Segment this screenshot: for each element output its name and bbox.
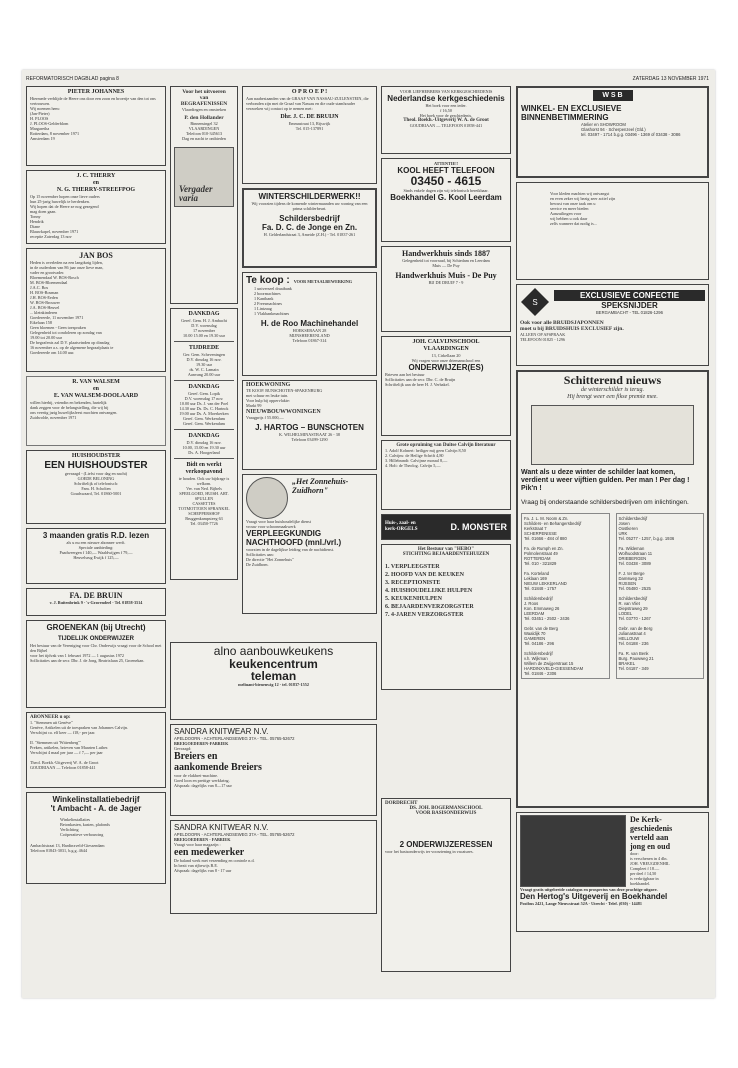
- column-2: [170, 86, 238, 584]
- ad-title: DS. JOH. BOGERMANSCHOOL VOOR BASISONDERWIJS: [409, 806, 483, 816]
- ad-text: Ook voor alle BRUIDSJAPONNEN moet u bij BRUIDSHUIS EXCLUSIEF zijn.: [520, 320, 624, 332]
- ad-te-koop: [242, 272, 377, 376]
- ad-calvijn-literatuur: [381, 440, 511, 510]
- ad-headline: Breiers en aankomende Breiers: [174, 751, 262, 773]
- ad-title: Voor het uitvoeren van BEGRAFENISSEN: [180, 89, 228, 107]
- ad-title: „Het Zonnehuis- Zuidhorn": [292, 477, 349, 495]
- ad-top: VOOR LIEFHEBBERS VAN KERKGESCHIEDENIS: [399, 89, 493, 94]
- ad-company: Theol. Boekh.-Uitgeverij W. A. de Groot: [403, 118, 489, 123]
- logo-text: Vergader varia: [179, 184, 213, 203]
- ad-text: Ger. Gem. Scheveningen D.V. dinsdag 16 nov. 19.30 uur ds. W. C. Lamain Aanvang 20.00 uur: [183, 352, 225, 377]
- ad-title: JAN BOS: [79, 251, 113, 260]
- ad-winterschilder: [516, 370, 709, 808]
- ad-footer: Ambachtstraat 13, Hardinxveld-Giessendam Telefoon 01843-3031, b.g.g. 4644: [30, 843, 105, 853]
- ad-company: H. de Roo Machinehandel: [260, 319, 359, 328]
- ad-title: Huis-, zaal- en kerk-ORGELS: [385, 521, 418, 532]
- book-set-image: [520, 815, 626, 887]
- ad-company: Schildersbedrijf Fa. D. C. de Jonge en Zn.: [261, 214, 358, 232]
- ad-subtitle: de winterschilder is terug. Hij brengt weer een fikse premie mee.: [567, 387, 658, 400]
- ad-text: Vlaardingen en omstreken: [181, 107, 227, 112]
- zonnehuis-seal-icon: [246, 477, 288, 519]
- ad-zonnehuis: [242, 474, 377, 614]
- ad-text: Voor kleden machten wij ontvangst en even zeker wij bezig zeer actief zijn bewust van onze taak om u service en meer bieden Aanzuilingen voor wij hebben u ook daar zelfs wanneer dat nodig is...: [550, 191, 616, 226]
- ad-text: als u nu een nieuwe abonnee werft. Speciale aanbieding: Paadweergen f 140,— Waaldwijgen f 79,— Heuvelsrug Ewijk f 125,—: [59, 540, 133, 560]
- illustration-image: [531, 405, 694, 465]
- ad-title: J. C. THERRY en N. G. THERRY-STREEFPOG: [56, 173, 136, 193]
- ad-thanks-walsem: [26, 376, 166, 446]
- page-header: [22, 73, 715, 83]
- ad-text: Op 15 november hopen onze lieve ouders hun 25-jarig huwelijk te herdenken. Wij hopen dat de Heere ze nog gezegend mag doen gaan. Tonny Hendrik Diane Blauwkapel, november 1971 receptie Zaterdag 13 nov: [30, 194, 100, 239]
- ad-text: Gelegenheid tot voorraad, bij Schiedam en Leerdam Muis — De Puy: [402, 258, 490, 268]
- ad-title: EEN HUISHOUDSTER: [44, 460, 148, 471]
- ad-title: Winkelinstallatiebedrijf 't Ambacht - A. de Jager: [50, 795, 142, 813]
- ad-kerkgeschiedenis: [381, 86, 511, 154]
- ad-speksnijder: [516, 284, 709, 366]
- ad-address: BERGAMBACHT - TEL 01826-1296: [596, 309, 663, 315]
- ad-text: Sinds enkele dagen zijn wij telefonisch bereikbaar.: [403, 188, 489, 193]
- ad-address: H. Gelderlandstraat 3, Ameide (Z.H.) - Tel. 01837-261: [263, 232, 356, 237]
- ad-text: HOEKSEBAAN 28 MIJNSHEERENLAND Telefoon 01867-314: [289, 328, 330, 343]
- ad-abonneer: [26, 712, 166, 788]
- vergader-varia-logo: [174, 147, 234, 207]
- ad-gratis-rd: [26, 528, 166, 584]
- ad-title: Handwerkhuis sinds 1887: [401, 249, 491, 258]
- ad-text: Binnensingel 32 VLAARDINGEN Telefoon 010-345613 Dag en nacht te ontbieden: [182, 121, 226, 141]
- column-5: [516, 86, 709, 936]
- ad-text: voorzien in de dagelijkse leiding van de nachtdienst. Sollicitaties aan: De directie "Het Zonnehuis" De Zuidhorn.: [246, 547, 334, 567]
- firms-list-left: Fa. J. L. M. Noom & Zn. Schilders- en Behangersbedrijf Kerkstraat 7 SCHERPENISSE Tel. 01666 - 484 of 880 Fa. de Rumph en Zn. Polmolenstraat 49 ROTTERDAM Tel. 010 - 321829 Fa. Korteland Leklaan 169 NIEUW LEKKERLAND Tel. 01848 - 1757 Schildersbedrijf J. Roos Kon. Emmaweg 26 LEERDAM Tel. 03451 - 2502 - 2436 Gebr. van de Berg Waaldijk 70 GAMEREN Tel. 04186 - 296 Schildersbedrijf v.h. Wijkman Willem de Zwijgerstraat 15 HARDINXVELD-GIESSENDAM Tel. 01846 - 2306: [521, 513, 610, 679]
- ad-company: Den Hertog's Uitgeverij en Boekhandel: [520, 892, 668, 901]
- ad-title: 3 maanden gratis R.D. lezen: [42, 531, 150, 540]
- ad-text: Vraagprijs f 55.000,—: [246, 415, 284, 420]
- ad-title: ABONNEER u op:: [30, 715, 71, 720]
- ad-title: De Kerk- geschiedenis verteld aan jong en oud: [630, 815, 673, 851]
- ad-headline: een medewerker: [174, 847, 245, 858]
- ad-text: ALLEEN OP AFSPRAAK TELEFOON 01825 - 1296: [520, 332, 566, 342]
- ad-title: SANDRA KNITWEAR N.V.: [174, 727, 269, 736]
- ad-text: Geref. Gem. Lopik D.V. woensdag 17 nov. 10.00 uur Ds. J. van der Poel 14.30 uur Ds. Ds. C. Harinck 19.00 uur Ds. A. Moerkerken Geref. Gem. Werkendam Geref. Gem. Werkendam: [179, 391, 229, 426]
- ad-obituary-bos: [26, 248, 166, 372]
- ad-kerkgeschiedenis-boeken: [516, 812, 709, 932]
- ad-birth-pieter: [26, 86, 166, 166]
- ad-text: De baland werk met verzending en controle n.d. In bezit van rijbewijs B.E. Afspraak: dagelijks van 8 - 17 uur: [174, 858, 255, 873]
- ad-text: TE KOOP. BUNSCHOTEN-SPAKENBURG met schuur en leuke tuin. Voor hulp bij oppervlakte: Markt 99: [246, 388, 323, 408]
- ad-title: HOEKWONING: [246, 382, 291, 388]
- ad-text: Atelier en SHOWROOM Glashorst 94 · Scherpenzeel (Gld.) tel. 03497 - 1714 b.g.g. 03496 - 1369 of 03438 - 3086: [581, 122, 681, 137]
- ad-address: APELDOORN - ACHTERLANDSEWEG 37A - TEL. 05765-52672: [174, 736, 295, 741]
- ad-list: 1. VERPLEEGSTER 2. HOOFD VAN DE KEUKEN 3. RECEPTIONISTE 4. HUISHOUDELIJKE HULPEN 5. KEUKENHULPEN 6. BEJAARDENVERZORGSTER 7. 4-JAREN VERZORGSTER: [385, 564, 474, 618]
- ad-list: 1. Adolf Kohnert: heiliger mij geen Calvijn 8,50 2. Calvijns: de Heilige Schrift 4,80 3. Hillebrandt: Calvijnse moraal 8,— 4. Holt: de Theolog. Calvijn 5,—: [385, 448, 466, 468]
- ad-top: DORDRECHT: [385, 801, 418, 806]
- ad-kerkdiensten: [170, 308, 238, 580]
- ad-subtitle: Dhr. J. C. DE BRUIJN: [280, 114, 339, 120]
- ad-subtitle: TIJDELIJK ONDERWIJZER: [58, 636, 134, 642]
- ad-text: Vraagt voor haar huishoudelijke dienst vrouw voor schoonmaakwerk: [246, 519, 311, 529]
- ad-title: JOH. CALVIJNSCHOOL VLAARDINGEN: [412, 339, 480, 352]
- ad-text: Heden is overleden na een langdurig lijden, in de ouderdom van 86 jaar onze lieve man, vader en grootvader. Bloemendaal W. BOS-Bosch M. BOS-Bloemendaal J.A.C. Bos H. BOS-Bosman J.H. BOS-Eeden W. BOS-Brouwer J.A. BOS-Heuvel ... kleinkinderen Goedereede, 11 november 1971 Eikelaan 158 Geen bloemen - Geen toespraken Gelegenheid tot condoleren op zondag van 19.00 tot 20.00 uur De begrafenis zal D.V. plaatsvinden op dinsdag 16 november a.s. op de algemene begraafplaats te Goedereede om 14.00 uur.: [30, 260, 114, 355]
- heading-dankdag: DANKDAG: [188, 384, 220, 390]
- ad-company: J. HARTOG – BUNSCHOTEN: [255, 423, 364, 432]
- ad-text: Hiermede verblijde de Heere ons door een zoon en broertje van den tot ons vertrouwen. Wij noemen hem: (Jan-Pieter) H. PLOOS J. PLOOS-Gelderblom Margaretha Rotterdam, 8 november 1971 Amsterdam 19: [30, 96, 156, 141]
- ad-text: gevraagd - (Liefst voor dag en nacht) GOEDE BELONING Schriftelijk of telefonisch: Fam. H. Scholten Goudswaard, Tel. 01860-5001: [64, 471, 128, 496]
- ad-address: Postbus 2421, Lange Nieuwstraat 52A - Utrecht - Telef. (030) - 14481: [520, 901, 642, 906]
- ad-hoekwoning: [242, 380, 377, 470]
- ad-text: Het bestuur van de Vereniging voor Chr. Onderwijs vraagt voor de School met den Bijbel voor het tijdvak van 1 februari 1972 — 1 augustus 1972 Sollicitaties aan de secr. Dhr. J. de Jong, Beatrixlaan 25, Groenekan.: [30, 643, 162, 663]
- ad-company: Boekhandel G. Kool Leerdam: [390, 193, 502, 202]
- ad-subtitle: VOOR METAALBEWERKING: [293, 279, 353, 284]
- header-left: REFORMATORISCH DAGBLAD pagina 8: [26, 76, 119, 82]
- ad-address: APELDOORN - ACHTERLANDSEWEG 37A - TEL. 05765-52672: [174, 832, 295, 837]
- ad-sandra-medewerker: [170, 820, 377, 914]
- heading-dankdag: DANKDAG: [188, 311, 220, 317]
- ad-text: Het boek voor een ieder. f 16,50 Het boek voor de geschiedenis.: [419, 103, 473, 118]
- ad-begrafenissen: [170, 86, 238, 304]
- ad-phone: 03450 - 4615: [410, 174, 482, 188]
- ad-title: WINTERSCHILDERWERK!!: [258, 192, 361, 201]
- ad-title: alno aanbouwkeukens: [213, 644, 334, 658]
- firms-list-right: Schildersbedrijf Josen Oostkeren URK Tel. 05277 - 1257, b.g.g. 1936 Fa. Wildeman Wolhuodstraan 11 DRIEBERGEN Tel. 03438 - 3089 F. J. ter Berge Damsweg 32 RIJSSEN Tel. 05480 - 2525 Schildersbedrijf R. van Vliet Diepstraweg 29 LODEL Tel. 03770 - 1267 Gebr. van de Berg Julianastraat 4 HELLOUW Tel. 04188 - 236 Fa. R. van Benk Burg. Pauwweg 21 BRAKEL Tel. 04187 - 349: [616, 513, 705, 679]
- ad-text: Vraagt gratis uitgebreide catalogus en prospectus van deze prachtige uitgave.: [520, 887, 658, 892]
- ad-fa-de-bruin: [26, 588, 166, 616]
- heading-verkoopavond: verkoopavond: [185, 469, 223, 475]
- ad-text: Wij voorzien tijdens de komende wintermaanden uw woning van een prima schilderbeurt.: [251, 201, 368, 211]
- ad-top: ATTENTIE!!: [433, 161, 459, 166]
- ad-subtitle: Vraag bij onderstaande schildersbedrijven om inlichtingen.: [521, 499, 689, 506]
- ad-sandra-breiers: [170, 724, 377, 816]
- ad-title: O P R O E P !: [291, 89, 328, 95]
- ad-huishoudster: [26, 450, 166, 524]
- ad-text: voor het basisonderwijs ter voorziening in vacatures.: [385, 849, 474, 854]
- ad-anniversary-therry: [26, 170, 166, 244]
- ad-title: Grote opruiming van Duitse Calvijn literatuur: [396, 443, 496, 448]
- ad-title: Te koop :: [246, 275, 290, 286]
- heading-tijdrede: TIJDREDE: [188, 345, 220, 351]
- ad-text: Geref. Gem. H. J. Ambacht D.V. woensdag 17 november 10.00 15.00 en 19.30 uur: [181, 318, 227, 338]
- ad-title: WINKEL- EN EXCLUSIEVE BINNENBETIMMERING: [521, 104, 622, 122]
- ad-subtitle: BREIGOEDEREN-FABRIEK: [174, 741, 229, 746]
- ad-title: Nederlandse kerkgeschiedenis: [387, 94, 505, 103]
- ad-oproep: [242, 86, 377, 184]
- ad-company: Handwerkhuis Muis - De Puy: [395, 271, 497, 280]
- ad-text: Emmastraat 13, Rijswijk Tel. 015-137891: [288, 121, 331, 131]
- ad-title: SANDRA KNITWEAR N.V.: [174, 823, 269, 832]
- diamond-logo-icon: [520, 287, 550, 317]
- heading-dankdag: DANKDAG: [188, 433, 220, 439]
- ad-title: R. VAN WALSEM en E. VAN WALSEM-DOOLAARD: [53, 379, 139, 399]
- ad-list: 1 universeel draaibank 2 boormachines 1 Kantbank 2 Freesmachines 1 Lintzaag 1 Vlakbankmachines: [254, 286, 292, 316]
- ad-wsb: [516, 86, 709, 178]
- ad-title: Schitterend nieuws: [563, 373, 662, 387]
- ad-orgels: [381, 514, 511, 540]
- ad-title: FA. DE BRUIN: [69, 591, 123, 600]
- ad-subtitle: P. den Hollander: [184, 115, 224, 121]
- ad-subtitle: HUISHOUDSTER: [71, 453, 121, 459]
- ad-company: D. MONSTER: [450, 522, 507, 532]
- ad-title: EXCLUSIEVE CONFECTIE: [554, 290, 705, 301]
- ad-text: willen hierbij, vriendin en bekenden, hartelijk dank zeggen voor de belangstelling, die wij bij ons veertig jarig huwelijksfeest mochten ontvangen. Zuidwolde, november 1971: [30, 400, 118, 420]
- ad-text: D.V. dinsdag 16 nov. 10.00, 15.00 en 19.30 uur Ds. A. Hoogerland: [182, 440, 226, 455]
- ad-text: BIJ DE DRUIF 7 - 9: [428, 280, 464, 285]
- ad-handwerkhuis: [381, 246, 511, 332]
- ad-groenekan: [26, 620, 166, 708]
- heading-bidt-werkt: Bidt en werkt: [186, 462, 222, 468]
- ad-calvijnschool: [381, 336, 511, 436]
- ad-subtitle: BREIGOEDEREN - FABRIEK: [174, 837, 231, 842]
- ad-stichting-bejaarden: [381, 544, 511, 690]
- newspaper-page: [22, 70, 715, 998]
- ad-bogermanschool: [381, 798, 511, 972]
- column-3: [242, 86, 377, 618]
- ad-text: K. WILHELMINASTRAAT 26 - 38 Telefoon 03499-1290: [279, 432, 340, 442]
- ad-winterschilderwerk: [242, 188, 377, 268]
- column-4: [381, 86, 511, 694]
- column-3-lower: [170, 642, 377, 918]
- ad-text: 13, Cirkellaan 20 Wij vragen voor onze driemanschool een: [411, 353, 481, 363]
- ad-text: Winkelinstallaties Betonkasten, kasten, plafonds Verlichting Coöperatieve verbouwing: [60, 817, 111, 837]
- ad-alno-keukens: [170, 642, 377, 720]
- ad-subtitle: ONDERWIJZER(ES): [408, 363, 484, 372]
- ad-text: v. J. Buitenbrink 9 - 's-Gravendeel - Tel. 01858-3514: [49, 600, 143, 605]
- header-right: ZATERDAG 13 NOVEMBER 1971: [632, 76, 709, 82]
- ad-address: meliuant-bienenwig 12 - tel. 01837-1552: [238, 682, 309, 687]
- ad-subtitle: 2 ONDERWIJZERESSEN: [399, 840, 493, 849]
- ad-text: Gevraagd:: [174, 746, 192, 751]
- ad-kool-telefoon: [381, 158, 511, 242]
- ad-text: Brieven aan het bestuur Sollicitaties aan de secr. Dhr. C. de Bruijn Schriftelijk aan de heer H. J. Verbakel.: [385, 372, 456, 387]
- wsb-logo: W S B: [593, 90, 633, 101]
- ad-headline: Want als u deze winter de schilder laat komen, verdient u weer vijftien gulden. Per man ! Per dag ! Pik'n !: [521, 469, 690, 492]
- ad-title: PIETER JOHANNES: [67, 89, 125, 95]
- ad-text: voor de vlakbrei-machine. Goed loon en prettige werkkring. Afspraak: dagelijks van 8—17 uur: [174, 773, 232, 788]
- ad-title: KOOL HEEFT TELEFOON: [397, 166, 495, 175]
- ad-title: GROENEKAN (bij Utrecht): [46, 623, 146, 632]
- ad-text: GOUDRIAAN — TELEFOON 01858-441: [409, 123, 483, 128]
- column-4-lower: [381, 798, 511, 976]
- column-1: [26, 86, 166, 888]
- ad-text: door: is verschenen in 4 dln. JOH. VREUGDENHIL Compleet f 18.— per deel f 14,50 is verkrijgbaar in boekhandel.: [630, 851, 670, 886]
- ad-subtitle: VERPLEEGKUNDIG NACHTHOOFD (mnl./vrl.): [246, 529, 342, 547]
- ad-title: Het Bestuur van "HEBO" STICHTING BEJAARDENTEHUIZEN: [402, 547, 490, 557]
- ad-text: 1. "Stemmen uit Genève" Genève, Artikelen uit de toespraken van Johannes Calvijn. Verschijnt ca. elf keer — f18,- per jaar. II. "Stemmen uit 'Wittenberg'" Preken, artikelen, brieven van Maarten Luther. Verschijnt 4 maal per jaar — f 7,— per jaar Theol. Boekh.-Uitgeverij W. A. de Groot GOUDRIAAN — Telefoon 01858-441: [30, 720, 129, 770]
- ad-company: keukencentrum teleman: [229, 657, 318, 683]
- svg-text:S: S: [532, 298, 538, 307]
- ad-company: SPEKSNIJDER: [601, 300, 658, 310]
- ad-subtitle: NIEUWBOUWWONINGEN: [246, 409, 321, 415]
- ad-text: Aan naabestaanden van de GRAAF VAN NASSAU-ZUILENSTEIN, die verbonden zijn met de Graaf van Nassau en die oude stamhouder verzoeken wij contact op te nemen met:: [246, 96, 369, 111]
- ad-text: te houden. Ook uw bijdrage is welkom. Ver. van Ned. Bijbels SPEELGOED, HUISH. ART. SPULLEN CASSETTES TOTMOTTOEN SPRANKEL SCHEPPERSHOF Bruggenkampsteeg 63 Tel. 03450-7726: [178, 476, 230, 526]
- ad-winkelinstallatie: [26, 792, 166, 884]
- ad-text: Vraagt voor haar magazijn :: [174, 842, 221, 847]
- ad-bruidskleding-tekst: [516, 182, 709, 280]
